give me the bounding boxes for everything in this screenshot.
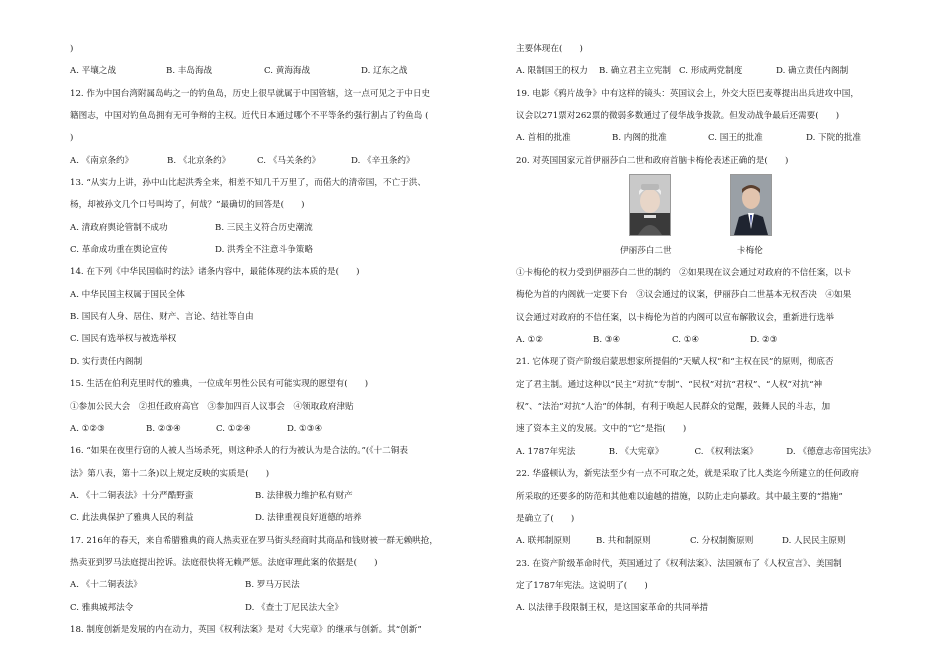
answer-option: C. ①④ [672,335,700,346]
portrait-figures [516,172,896,240]
text-line: 23. 在资产阶级革命时代，英国通过了《权利法案》、法国颁布了《人权宣言》、美国制 [516,558,842,569]
text-line: 13. “从实力上讲，孙中山比起洪秀全来，相差不知几千万里了，而偌大的清帝国，不亡于洪、 [70,178,426,189]
text-line: 主要体现在( ) [516,44,583,54]
answer-options [70,239,475,261]
text-line: 21. 它体现了资产阶级启蒙思想家所提倡的“天赋人权”和“主权在民”的原则，彻底否 [516,357,834,368]
answer-option: B. 《大宪章》 [608,446,664,457]
answer-option: D. 洪秀全不注意斗争策略 [215,245,313,256]
text-line: 20. 对英国国家元首伊丽莎白二世和政府首脑卡梅伦表述正确的是( ) [516,155,789,166]
answer-options [516,441,896,463]
answer-option: A. 《十二铜表法》十分严酷野蛮 [70,490,194,501]
answer-options [70,574,475,596]
answer-option: A. 清政府舆论管制不成功 [70,222,168,233]
answer-option: A. ①② [516,335,544,346]
answer-options [70,597,475,619]
answer-option: B. 罗马万民法 [245,580,300,591]
answer-option: D. ①③④ [287,423,323,434]
answer-options [70,418,475,440]
text-line: 热卖亚到罗马法庭提出控诉。法庭很快将无赖严惩。法庭审理此案的依据是( ) [70,557,378,568]
text-line: B. 国民有人身、居住、财产、言论、结社等自由 [70,312,254,323]
answer-options [516,530,896,552]
text-line: C. 国民有选举权与被选举权 [70,334,177,345]
text-line: 定了1787年宪法。这说明了( ) [516,580,648,591]
right-bottom-block [516,262,896,620]
queen-elizabeth-photo [629,174,671,236]
answer-options [70,217,475,239]
answer-option: B. ②③④ [146,423,181,434]
text-line: 杨，却被孙文几个口号叫垮了，何哉？”最确切的回答是( ) [70,200,305,211]
answer-option: D. 下院的批准 [806,133,862,144]
answer-option: C. ①②④ [216,423,251,434]
text-line: 17. 216年的春天，来自希腊雅典的商人热卖亚在罗马街头经商时其商品和钱财被一群无赖哄抢， [70,535,438,546]
text-line: 议会以271票对262票的微弱多数通过了侵华战争拨款。但发动战争最后还需要( ) [516,111,840,122]
left-column [70,38,475,641]
answer-option: A. 《十二铜表法》 [70,580,142,591]
answer-option: A. ①②③ [70,423,105,434]
answer-option: C. 此法典保护了雅典人民的利益 [70,513,194,524]
cameron-photo [730,174,772,236]
text-line: 15. 生活在伯利克里时代的雅典，一位成年男性公民有可能实现的愿望有( ) [70,379,369,390]
answer-option: C. 革命成功重在舆论宣传 [70,245,168,256]
text-line: 定了君主制。通过这种以“民主”对抗“专制”、“民权”对抗“君权”、“人权”对抗“神 [516,379,823,390]
answer-option: D. 确立责任内阁制 [776,66,849,77]
answer-options [70,507,475,529]
answer-option: A. 限制国王的权力 [516,66,588,77]
answer-option: B. 《北京条约》 [167,155,231,166]
answer-option: C. 国王的批准 [708,133,763,144]
answer-option: D. 辽东之战 [361,66,408,77]
text-line: ①参加公民大会 ②担任政府高官 ③参加四百人议事会 ④领取政府津贴 [70,401,354,412]
right-column [516,38,896,620]
answer-option: A. 1787年宪法 [516,446,576,457]
answer-option: B. 共和制原则 [596,536,651,547]
answer-options [516,60,896,82]
text-line: 速了资本主义的发展。文中的“它”是指( ) [516,424,687,435]
answer-option: A. 首相的批准 [516,133,571,144]
text-line: 12. 作为中国台湾附属岛屿之一的钓鱼岛，历史上很早就属于中国管辖，这一点可见之于中日史 [70,88,431,99]
text-line: 22. 华盛顿认为，新宪法至少有一点不可取之处，就是采取了比人类迄今所建立的任何政府 [516,469,859,480]
answer-option: D. 《德意志帝国宪法》 [786,446,876,457]
caption-cameron: 卡梅伦 [737,246,763,257]
right-top-block [516,38,896,172]
answer-option: D. ②③ [750,335,778,346]
answer-option: C. 黄海海战 [264,66,311,77]
text-line: ①卡梅伦的权力受到伊丽莎白二世的制约 ②如果现在议会通过对政府的不信任案，以卡 [516,268,852,279]
portrait-captions [516,240,896,262]
answer-options [516,329,896,351]
answer-option: D. 《辛丑条约》 [351,155,415,166]
text-line: 法》第八表，第十二条)以上规定反映的实质是( ) [70,468,270,479]
text-line: 议会通过对政府的不信任案，以卡梅伦为首的内阁可以宣布解散议会，重新进行选举 [516,312,834,323]
text-line: 14. 在下列《中华民国临时约法》诸条内容中，最能体现约法本质的是( ) [70,267,360,278]
answer-option: B. 三民主义符合历史潮流 [215,222,313,233]
answer-option: A. 联邦制原则 [516,536,571,547]
answer-option: C. 分权制衡原则 [690,536,754,547]
text-line: 权”、“法治”对抗“人治”的体制，有利于唤起人民群众的觉醒，鼓舞人民的斗志，加 [516,402,831,413]
answer-option: B. 丰岛海战 [166,66,213,77]
answer-option: A. 平壤之战 [70,66,117,77]
text-line: 是确立了( ) [516,513,575,524]
text-line: A. 中华民国主权属于国民全体 [70,289,185,300]
text-line: ) [70,133,74,144]
answer-option: C. 形成两党制度 [679,66,743,77]
answer-option: B. 内阁的批准 [612,133,667,144]
text-line: 所采取的还要多的防范和其他难以逾越的措施，以防止走向暴政。其中最主要的“措施” [516,491,843,502]
caption-elizabeth: 伊丽莎白二世 [620,246,672,257]
answer-options [70,485,475,507]
text-line: 梅伦为首的内阁就一定要下台 ③议会通过的议案，伊丽莎白二世基本无权否决 ④如果 [516,290,852,301]
text-line: 籍图志，中国对钓鱼岛拥有无可争辩的主权。近代日本通过哪个不平等条约强行割占了钓鱼岛 ( [70,111,429,122]
answer-option: C. 雅典城邦法令 [70,602,134,613]
answer-option: B. 法律极力维护私有财产 [255,490,353,501]
answer-option: C. 《马关条约》 [257,155,321,166]
answer-option: B. ③④ [593,335,621,346]
answer-options [516,127,896,149]
text-line: A. 以法律手段限制王权，是这国家革命的共同举措 [516,603,709,614]
answer-option: D. 法律重视良好道德的培养 [255,513,362,524]
text-line: 16. “如果在夜里行窃的人被人当场杀死，则这种杀人的行为被认为是合法的。”(《十二铜表 [70,446,408,457]
text-line: 18. 制度创新是发展的内在动力，英国《权利法案》是对《大宪章》的继承与创新。其“创新” [70,624,422,635]
answer-options [70,150,475,172]
text-line: ) [70,44,74,54]
answer-options [70,60,475,82]
answer-option: A. 《南京条约》 [70,155,134,166]
answer-option: B. 确立君主立宪制 [599,66,671,77]
text-line: D. 实行责任内阁制 [70,356,143,367]
answer-option: D. 人民民主原则 [782,536,846,547]
answer-option: C. 《权利法案》 [694,446,758,457]
answer-option: D. 《查士丁尼民法大全》 [245,602,343,613]
text-line: 19. 电影《鸦片战争》中有这样的镜头：英国议会上，外交大臣巴麦尊提出出兵进攻中国， [516,88,859,99]
